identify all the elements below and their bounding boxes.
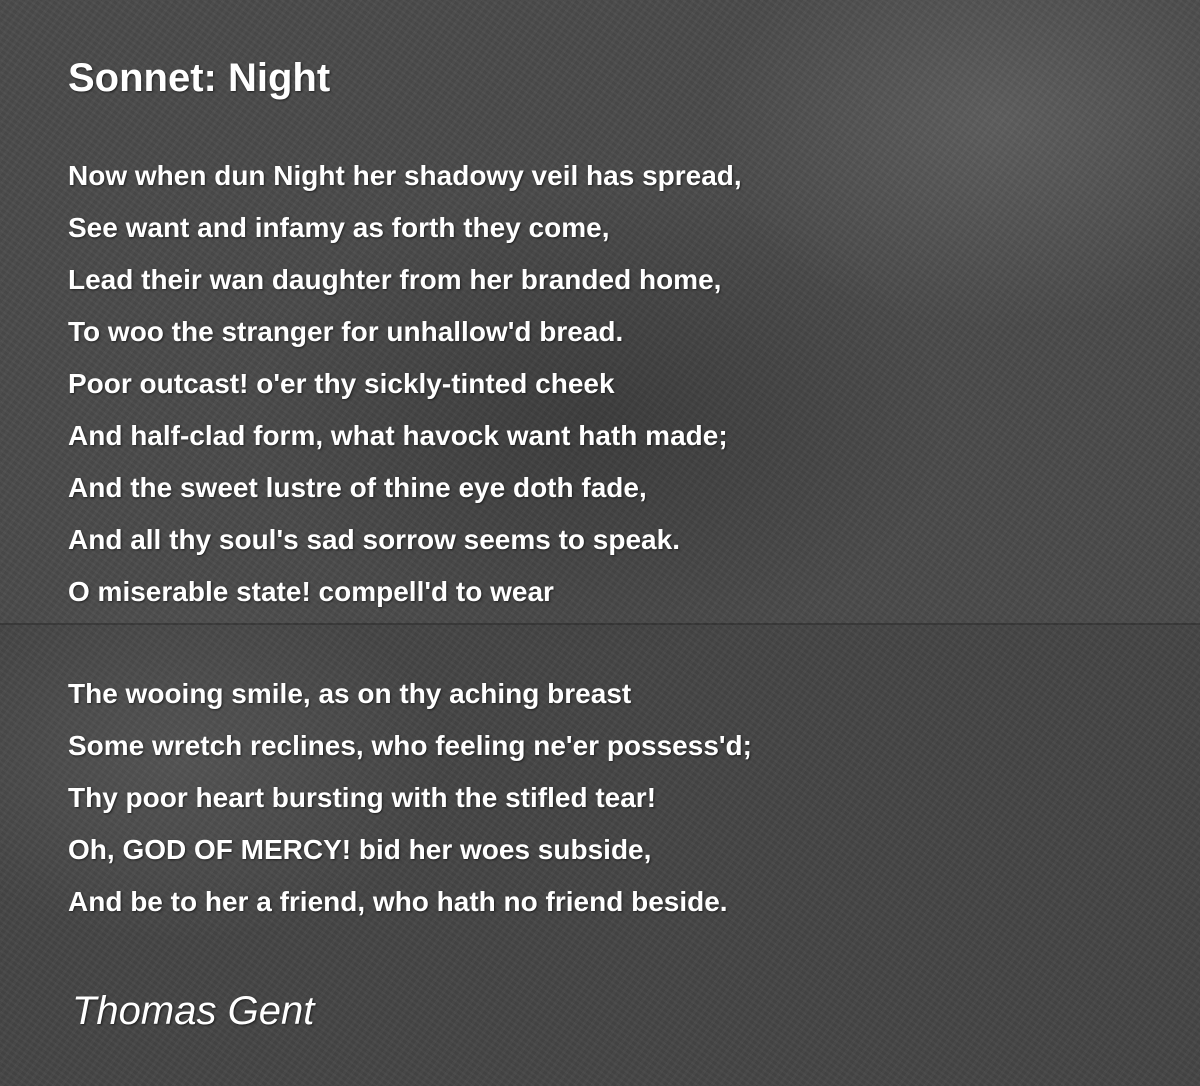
- poem-line: O miserable state! compell'd to wear: [68, 576, 554, 607]
- poem-title: Sonnet: Night: [68, 56, 331, 100]
- poem-line: Some wretch reclines, who feeling ne'er possess'd;: [68, 730, 752, 761]
- poem-line: See want and infamy as forth they come,: [68, 212, 610, 243]
- poem-line: To woo the stranger for unhallow'd bread.: [68, 316, 624, 347]
- poem-line: And all thy soul's sad sorrow seems to speak.: [68, 524, 680, 555]
- poem-line: The wooing smile, as on thy aching breast: [68, 678, 632, 709]
- poem-stanza-1: [68, 150, 742, 618]
- poem-line: Thy poor heart bursting with the stifled tear!: [68, 782, 657, 813]
- poem-stanza-2: [68, 668, 752, 928]
- poem-line: And half-clad form, what havock want hath made;: [68, 420, 728, 451]
- poem-line: And be to her a friend, who hath no friend beside.: [68, 886, 728, 917]
- poem-author: Thomas Gent: [72, 989, 315, 1033]
- poem-line: Now when dun Night her shadowy veil has spread,: [68, 160, 742, 191]
- poem-line: Lead their wan daughter from her branded home,: [68, 264, 722, 295]
- background-divider: [0, 623, 1200, 625]
- poem-line: Oh, GOD OF MERCY! bid her woes subside,: [68, 834, 652, 865]
- poem-line: And the sweet lustre of thine eye doth fade,: [68, 472, 647, 503]
- poem-line: Poor outcast! o'er thy sickly-tinted cheek: [68, 368, 615, 399]
